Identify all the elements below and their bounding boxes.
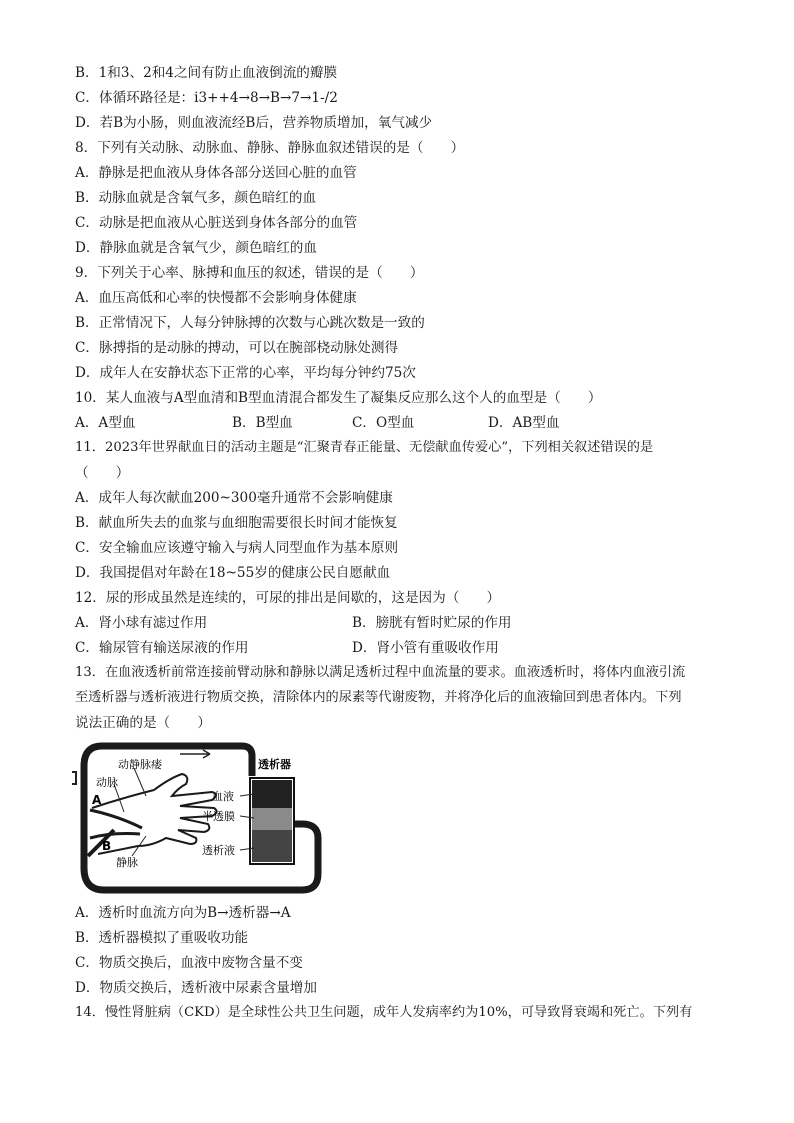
q11-option-c: C．安全输血应该遵守输入与病人同型血作为基本原则 — [75, 540, 399, 556]
q11-option-b: B．献血所失去的血浆与血细胞需要很长时间才能恢复 — [75, 515, 398, 531]
q8-option-d: D．静脉血就是含氧气少，颜色暗红的血 — [75, 240, 317, 256]
q14-stem: 14．慢性肾脏病（CKD）是全球性公共卫生问题，成年人发病率约为10%，可导致肾衰竭和死亡。下列有 — [75, 1005, 693, 1020]
q10-stem: 10．某人血液与A型血清和B型血清混合都发生了凝集反应那么这个人的血型是（ ） — [75, 390, 602, 406]
q7-option-d: D．若B为小肠，则血液流经B后，营养物质增加，氧气减少 — [75, 115, 433, 131]
q7-option-b: B．1和3、2和4之间有防止血液倒流的瓣膜 — [75, 65, 338, 81]
q8-option-b: B．动脉血就是含氧气多，颜色暗红的血 — [75, 190, 317, 206]
q10-option-c: C．O型血 — [352, 415, 415, 431]
bracket-mark — [72, 772, 76, 784]
label-membrane: 半透膜 — [202, 810, 235, 823]
q13-stem-line1: 13．在血液透析前常连接前臂动脉和静脉以满足透析过程中血流量的要求。血液透析时，将体内血液引流 — [75, 665, 686, 680]
label-vein: 静脉 — [116, 856, 138, 869]
q11-option-d: D．我国提倡对年龄在18~55岁的健康公民自愿献血 — [75, 565, 391, 581]
q13-option-c: C．物质交换后，血液中废物含量不变 — [75, 955, 303, 971]
q13-stem-line3: 说法正确的是（ ） — [75, 715, 211, 731]
label-b: B — [102, 839, 112, 853]
blood-chamber — [252, 780, 292, 808]
q10-option-b: B．B型血 — [232, 415, 293, 431]
q12-stem: 12．尿的形成虽然是连续的，可尿的排出是间歇的，这是因为（ ） — [75, 590, 501, 606]
q10-option-d: D．AB型血 — [488, 415, 560, 431]
q8-stem: 8．下列有关动脉、动脉血、静脉、静脉血叙述错误的是（ ） — [75, 140, 465, 156]
q9-option-a: A．血压高低和心率的快慢都不会影响身体健康 — [75, 290, 357, 306]
q10-option-a: A．A型血 — [75, 415, 136, 431]
q13-option-b: B．透析器模拟了重吸收功能 — [75, 930, 249, 946]
dialysate-chamber — [252, 830, 292, 862]
q11-stem: 11．2023年世界献血日的活动主题是“汇聚青春正能量、无偿献血传爱心”，下列相关叙述错误的是 — [75, 440, 654, 455]
q9-option-c: C．脉搏指的是动脉的搏动，可以在腕部桡动脉处测得 — [75, 340, 399, 356]
q9-option-d: D．成年人在安静状态下正常的心率，平均每分钟约75次 — [75, 365, 416, 381]
membrane-layer — [252, 808, 292, 830]
q12-option-b: B．膀胱有暂时贮尿的作用 — [352, 615, 512, 631]
q9-stem: 9．下列关于心率、脉搏和血压的叙述，错误的是（ ） — [75, 265, 424, 281]
label-dialyzer: 透析器 — [258, 758, 291, 771]
q12-option-d: D．肾小管有重吸收作用 — [352, 640, 499, 656]
q7-option-c: C．体循环路径是：i3++4→8→B→7→1-/2 — [75, 90, 338, 106]
q8-option-a: A．静脉是把血液从身体各部分送回心脏的血管 — [75, 165, 357, 181]
q12-option-c: C．输尿管有输送尿液的作用 — [75, 640, 249, 656]
label-artery: 动脉 — [96, 776, 118, 789]
label-dialysate: 透析液 — [202, 844, 235, 857]
q13-option-d: D．物质交换后，透析液中尿素含量增加 — [75, 980, 317, 996]
q12-option-a: A．肾小球有滤过作用 — [75, 615, 208, 631]
q13-option-a: A．透析时血流方向为B→透析器→A — [75, 905, 291, 921]
q8-option-c: C．动脉是把血液从心脏送到身体各部分的血管 — [75, 215, 358, 231]
q13-stem-line2: 至透析器与透析液进行物质交换，清除体内的尿素等代谢废物，并将净化后的血液输回到患者体内。下列 — [75, 690, 682, 705]
label-fistula: 动静脉瘘 — [118, 758, 162, 771]
label-a: A — [92, 793, 102, 807]
q11-stem-cont: （ ） — [75, 465, 130, 481]
q11-option-a: A．成年人每次献血200~300毫升通常不会影响健康 — [75, 490, 393, 506]
label-blood: 血液 — [212, 790, 234, 803]
dialysis-figure — [62, 738, 326, 896]
q9-option-b: B．正常情况下，人每分钟脉搏的次数与心跳次数是一致的 — [75, 315, 425, 331]
